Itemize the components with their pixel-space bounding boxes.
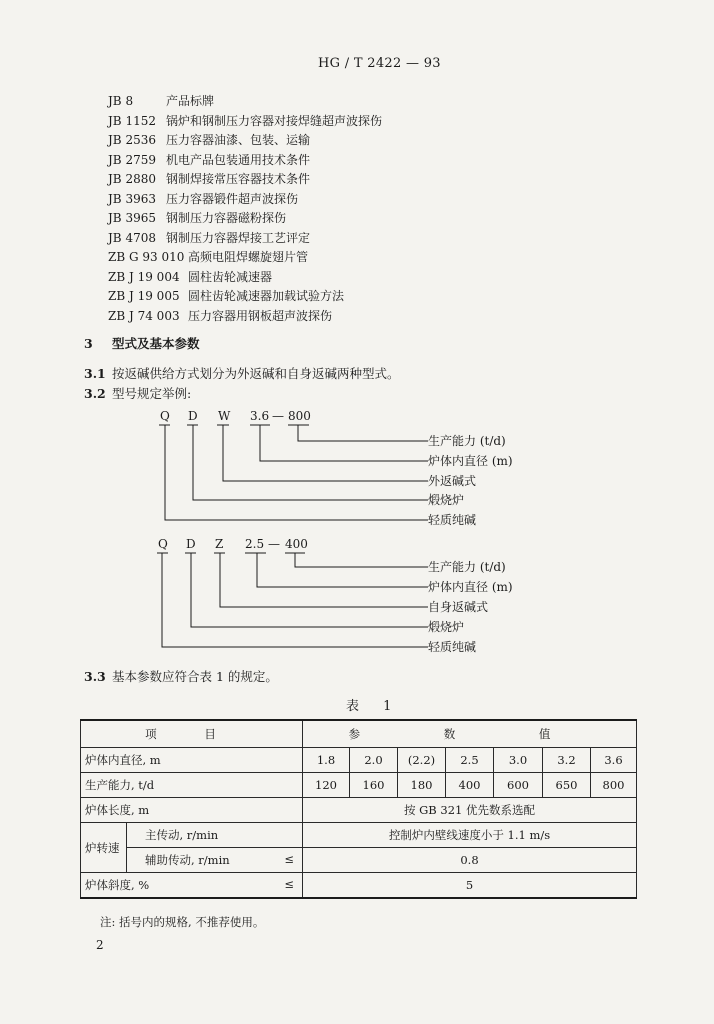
code-diameter: 3.6 — [250, 409, 270, 423]
table-cell: 2.0 — [350, 748, 398, 773]
table-row — [81, 773, 637, 798]
label-type: 自身返碱式 — [428, 600, 489, 614]
row-label: 主传动, r/min — [127, 823, 303, 848]
row-label: 辅助传动, r/min ≤ — [127, 848, 303, 873]
page-number: 2 — [96, 938, 104, 952]
table-header-row — [81, 720, 637, 748]
code-diameter: 2.5 — [245, 537, 265, 551]
reference-title: 压力容器用钢板超声波探伤 — [188, 308, 333, 323]
label-capacity: 生产能力 (t/d) — [428, 560, 506, 574]
clause-number: 3.2 — [84, 386, 106, 401]
table-cell: 600 — [494, 773, 543, 798]
code-letter-z: Z — [215, 537, 224, 551]
code-letter-q: Q — [158, 537, 168, 551]
reference-title: 钢制压力容器焊接工艺评定 — [166, 230, 311, 245]
reference-title: 压力容器油漆、包装、运输 — [166, 133, 311, 147]
reference-title: 机电产品包装通用技术条件 — [166, 152, 311, 167]
standard-header: HG / T 2422 — 93 — [318, 56, 441, 71]
table-cell: 0.8 — [303, 848, 637, 873]
table-row — [81, 848, 637, 873]
reference-code: JB 2759 — [108, 152, 156, 167]
code-dash: — — [272, 409, 284, 423]
code-dash: — — [268, 537, 280, 551]
reference-title: 锅炉和钢制压力容器对接焊缝超声波探伤 — [166, 113, 383, 128]
table-cell: 650 — [543, 773, 591, 798]
table-row — [81, 798, 637, 823]
table-cell: 400 — [446, 773, 494, 798]
clause-text: 基本参数应符合表 1 的规定。 — [112, 669, 278, 684]
reference-title: 高频电阻焊螺旋翅片管 — [188, 250, 309, 264]
table-note: 注: 括号内的规格, 不推荐使用。 — [100, 915, 265, 929]
row-label: 炉体斜度, % ≤ — [81, 873, 303, 899]
code-capacity: 800 — [288, 409, 311, 423]
table-cell: 2.5 — [446, 748, 494, 773]
code-capacity: 400 — [285, 537, 308, 551]
code-letter-w: W — [218, 409, 231, 423]
table-title: 表 1 — [346, 699, 402, 714]
reference-code: JB 3965 — [108, 211, 156, 225]
table-cell: 800 — [591, 773, 637, 798]
reference-title: 圆柱齿轮减速器加载试验方法 — [188, 289, 345, 303]
label-product: 轻质纯碱 — [428, 640, 477, 654]
table-cell: 按 GB 321 优先数系选配 — [303, 798, 637, 823]
reference-code: JB 2880 — [108, 172, 156, 186]
row-label: 炉体长度, m — [81, 798, 303, 823]
clause-3-3 — [84, 667, 278, 685]
table-cell: 控制炉内壁线速度小于 1.1 m/s — [303, 823, 637, 848]
table-cell: 160 — [350, 773, 398, 798]
label-furnace: 煅烧炉 — [428, 620, 465, 634]
table-cell: 3.2 — [543, 748, 591, 773]
reference-code: JB 1152 — [108, 113, 156, 128]
reference-title: 压力容器锻件超声波探伤 — [166, 191, 299, 206]
label-type: 外返碱式 — [428, 474, 477, 488]
model-example-1 — [159, 409, 513, 527]
code-letter-d: D — [188, 409, 198, 423]
reference-code: JB 4708 — [108, 230, 156, 245]
clause-text: 型号规定举例: — [112, 386, 192, 401]
reference-title: 产品标牌 — [166, 94, 215, 108]
table-cell: 120 — [303, 773, 350, 798]
table-cell: (2.2) — [398, 748, 446, 773]
leq-symbol: ≤ — [284, 877, 294, 891]
leq-symbol: ≤ — [284, 852, 294, 866]
reference-code: ZB J 19 004 — [108, 269, 180, 284]
table-cell: 3.6 — [591, 748, 637, 773]
clause-number: 3.3 — [84, 669, 106, 684]
table-cell: 3.0 — [494, 748, 543, 773]
row-label: 炉体内直径, m — [81, 748, 303, 773]
header-values: 参 数 值 — [303, 720, 637, 748]
reference-title: 钢制焊接常压容器技术条件 — [166, 172, 311, 186]
header-item: 项 目 — [81, 720, 303, 748]
table-cell: 1.8 — [303, 748, 350, 773]
label-capacity: 生产能力 (t/d) — [428, 434, 506, 448]
parameter-table — [80, 719, 637, 899]
code-letter-d: D — [186, 537, 196, 551]
reference-title: 钢制压力容器磁粉探伤 — [166, 211, 287, 225]
table-row — [81, 873, 637, 899]
reference-title: 圆柱齿轮减速器 — [188, 269, 273, 284]
label-furnace: 煅烧炉 — [428, 493, 465, 507]
row-group-label: 炉转速 — [81, 823, 127, 873]
section-number: 3 — [84, 336, 93, 351]
reference-code: JB 3963 — [108, 191, 156, 206]
label-product: 轻质纯碱 — [428, 513, 477, 527]
table-row — [81, 748, 637, 773]
model-example-2 — [157, 537, 513, 654]
table-row — [81, 823, 637, 848]
table-cell: 5 — [303, 873, 637, 899]
reference-code: JB 8 — [108, 94, 134, 108]
clause-number: 3.1 — [84, 366, 106, 381]
section-title: 型式及基本参数 — [112, 336, 200, 351]
reference-code: ZB G 93 010 — [108, 250, 185, 264]
reference-code: ZB J 74 003 — [108, 308, 180, 323]
clause-text: 按返碱供给方式划分为外返碱和自身返碱两种型式。 — [112, 366, 400, 381]
table-cell: 180 — [398, 773, 446, 798]
reference-code: ZB J 19 005 — [108, 289, 180, 303]
label-diameter: 炉体内直径 (m) — [428, 454, 513, 468]
row-label: 生产能力, t/d — [81, 773, 303, 798]
code-letter-q: Q — [160, 409, 170, 423]
label-diameter: 炉体内直径 (m) — [428, 580, 513, 594]
reference-code: JB 2536 — [108, 133, 156, 147]
